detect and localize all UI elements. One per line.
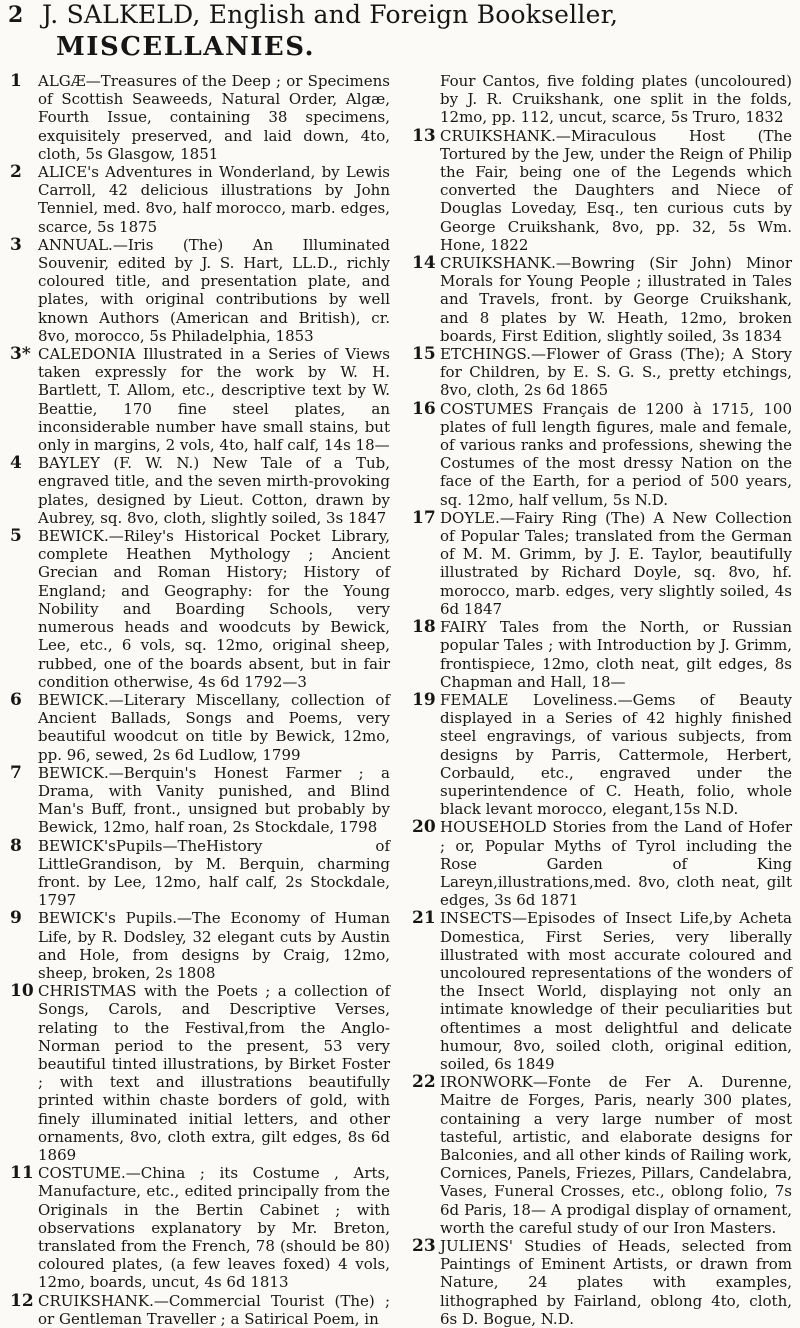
entry-text: CRUIKSHANK.—Commercial Tourist (The) ; or Gentleman Traveller ; a Satirical Poem, in	[38, 1291, 390, 1328]
entry-number: 4	[10, 453, 22, 474]
entry-text: CRUIKSHANK.—Miraculous Host (The Tortured by the Jew, under the Reign of Philip the Fair, being one of the Legends which converted the Daughters and Niece of Douglas Loveday, Esq., ten curious cuts by George Cruikshank, 8vo, pp. 32, 5s Wm. Hone, 1822	[440, 126, 792, 254]
catalogue-entry	[10, 527, 390, 691]
entry-number: 19	[412, 689, 436, 710]
entry-number: 12	[10, 1290, 34, 1311]
catalogue-entry	[10, 454, 390, 527]
entry-number: 8	[10, 835, 22, 856]
entry-text: FEMALE Loveliness.—Gems of Beauty displayed in a Series of 42 highly finished steel engravings, of various subjects, from designs by Parris, Cattermole, Herbert, Corbauld, etc., engraved under the superintendence of C. Heath, folio, whole black levant morocco, elegant,15s N.D.	[440, 690, 792, 819]
catalogue-entry	[412, 254, 792, 345]
entry-number: 13	[412, 125, 436, 146]
catalogue-entry	[412, 345, 792, 400]
entry-text: CRUIKSHANK.—Bowring (Sir John) Minor Morals for Young People ; illustrated in Tales and Travels, front. by George Cruikshank, and 8 plates by W. Heath, 12mo, broken boards, First Edition, slightly soiled, 3s 1834	[440, 254, 792, 345]
catalogue-entry	[10, 909, 390, 982]
entry-text: DOYLE.—Fairy Ring (The) A New Collection of Popular Tales; translated from the German of M. M. Grimm, by J. E. Taylor, beautifully illustrated by Richard Doyle, sq. 8vo, hf. morocco, marb. edges, very slightly soiled, 4s 6d 1847	[440, 508, 792, 618]
catalogue-entry	[412, 691, 792, 818]
entry-text: BAYLEY (F. W. N.) New Tale of a Tub, engraved title, and the seven mirth-provoking plates, designed by Lieut. Cotton, drawn by Aubrey, sq. 8vo, cloth, slightly soiled, 3s 1847	[38, 454, 390, 527]
entry-number: 15	[412, 344, 436, 365]
entry-number: 14	[412, 253, 436, 274]
entry-number: 5	[10, 526, 22, 547]
entry-text: ALICE's Adventures in Wonderland, by Lewis Carroll, 42 delicious illustrations by John Tenniel, med. 8vo, half morocco, marb. edges, scarce, 5s 1875	[38, 163, 390, 236]
entry-text: BEWICK.—Berquin's Honest Farmer ; a Drama, with Vanity punished, and Blind Man's Buff, front., unsigned but probably by Bewick, 12mo, half roan, 2s Stockdale, 1798	[38, 763, 390, 837]
catalogue-entry	[10, 982, 390, 1164]
catalogue-entry	[412, 400, 792, 509]
entry-number: 6	[10, 689, 22, 710]
entry-text: Four Cantos, five folding plates (uncoloured) by J. R. Cruikshank, one split in the folds, 12mo, pp. 112, uncut, scarce, 5s Truro, 1832	[440, 72, 792, 127]
entry-number: 10	[10, 981, 34, 1002]
entry-text: IRONWORK—Fonte de Fer A. Durenne, Maitre de Forges, Paris, nearly 300 plates, containing a very large number of most tasteful, artistic, and elaborate designs for Balconies, and all other kinds of Railing work, Cornices, Panels, Friezes, Pillars, Candelabra, Vases, Funeral Crosses, etc., oblong folio, 7s 6d Paris, 18— A prodigal display of ornament, worth the careful study of our Iron Masters.	[440, 1073, 792, 1237]
entry-number: 3	[10, 234, 22, 255]
entry-number: 16	[412, 398, 436, 419]
entry-text: ALGÆ—Treasures of the Deep ; or Specimens of Scottish Seaweeds, Natural Order, Algæ, Fourth Issue, containing 38 specimens, exquisitely preserved, and laid down, 4to, cloth, 5s Glasgow, 1851	[38, 72, 390, 163]
entry-number: 2	[10, 162, 22, 183]
entry-number: 18	[412, 617, 436, 638]
right-column	[412, 72, 792, 1328]
entry-text: ETCHINGS.—Flower of Grass (The); A Story for Children, by E. S. G. S., pretty etchings, 8vo, cloth, 2s 6d 1865	[440, 345, 792, 400]
catalogue-entry	[412, 509, 792, 618]
entry-number: 1	[10, 71, 22, 91]
running-head: J. SALKELD, English and Foreign Bookseller,	[42, 0, 619, 29]
catalogue-entry	[412, 1073, 792, 1237]
page-header	[0, 0, 800, 62]
entry-text: COSTUMES Français de 1200 à 1715, 100 plates of full length figures, male and female, of various ranks and professions, shewing the Costumes of the most dressy Nation on the face of the Earth, for a period of 500 years, sq. 12mo, half vellum, 5s N.D.	[440, 399, 792, 509]
entry-text: COSTUME.—China ; its Costume , Arts, Manufacture, etc., edited principally from the Originals in the Bertin Cabinet ; with observations explanatory by Mr. Breton, translated from the French, 78 (should be 80) coloured plates, (a few leaves foxed) 4 vols, 12mo, boards, uncut, 4s 6d 1813	[38, 1164, 390, 1292]
catalogue-entry	[412, 127, 792, 254]
entry-text: FAIRY Tales from the North, or Russian popular Tales ; with Introduction by J. Grimm, frontispiece, 12mo, cloth neat, gilt edges, 8s Chapman and Hall, 18—	[440, 618, 792, 691]
section-title: MISCELLANIES.	[56, 32, 316, 62]
catalogue-entry	[10, 837, 390, 910]
catalogue-entry	[10, 764, 390, 837]
entry-number: 11	[10, 1163, 34, 1184]
entry-text: ANNUAL.—Iris (The) An Illuminated Souvenir, edited by J. S. Hart, LL.D., richly coloured title, and presentation plate, and plates, with original contributions by well known Authors (American and British), cr. 8vo, morocco, 5s Philadelphia, 1853	[38, 235, 390, 345]
catalogue-entry	[412, 909, 792, 1073]
catalogue-entry	[10, 1164, 390, 1291]
entry-text: HOUSEHOLD Stories from the Land of Hofer ; or, Popular Myths of Tyrol including the Rose Garden of King Lareyn,illustrations,med. 8vo, cloth neat, gilt edges, 3s 6d 1871	[440, 818, 792, 910]
entry-number: 3*	[10, 344, 31, 365]
entry-text: JULIENS' Studies of Heads, selected from Paintings of Eminent Artists, or drawn from Nature, 24 plates with examples, lithographed by Fairland, oblong 4to, cloth, 6s D. Bogue, N.D.	[440, 1237, 792, 1328]
catalogue-entry	[10, 691, 390, 764]
entry-number: 23	[412, 1236, 436, 1256]
catalogue-entry	[10, 163, 390, 236]
catalogue-entry	[10, 345, 390, 454]
entry-text: BEWICK.—Riley's Historical Pocket Library, complete Heathen Mythology ; Ancient Grecian and Roman History; History of England; and Geography: for the Young Nobility and Boarding Schools, very numerous heads and woodcuts by Bewick, Lee, etc., 6 vols, sq. 12mo, original sheep, rubbed, one of the boards absent, but in fair condition otherwise, 4s 6d 1792—3	[38, 527, 390, 691]
entry-number: 7	[10, 762, 22, 783]
entry-number: 22	[412, 1072, 436, 1093]
page-number: 2	[8, 2, 24, 28]
entry-text: BEWICK's Pupils.—The Economy of Human Life, by R. Dodsley, 32 elegant cuts by Austin and Hole, from designs by Craig, 12mo, sheep, broken, 2s 1808	[38, 909, 390, 982]
entry-number: 20	[412, 817, 436, 838]
catalogue-entry	[10, 1292, 390, 1328]
entry-number: 9	[10, 908, 22, 929]
entry-number: 21	[412, 908, 436, 929]
catalogue-entry	[412, 618, 792, 691]
entry-number: 17	[412, 507, 436, 528]
entry-text: CHRISTMAS with the Poets ; a collection of Songs, Carols, and Descriptive Verses, relating to the Festival,from the Anglo-Norman period to the present, 53 very beautiful tinted illustrations, by Birket Foster ; with text and illustrations beautifully printed within chaste borders of gold, with finely illuminated initial letters, and other ornaments, 8vo, cloth extra, gilt edges, 8s 6d 1869	[38, 982, 390, 1164]
left-column	[10, 71, 390, 1328]
catalogue-entry	[412, 1237, 792, 1328]
catalogue-entry	[10, 72, 390, 163]
entry-text: BEWICK'sPupils—TheHistory of LittleGrandison, by M. Berquin, charming front. by Lee, 12mo, half calf, 2s Stockdale, 1797	[38, 836, 390, 910]
catalogue-entry	[412, 818, 792, 909]
entry-text: BEWICK.—Literary Miscellany, collection of Ancient Ballads, Songs and Poems, very beautiful woodcut on title by Bewick, 12mo, pp. 96, sewed, 2s 6d Ludlow, 1799	[38, 690, 390, 764]
entry-text: INSECTS—Episodes of Insect Life,by Acheta Domestica, First Series, very liberally illustrated with most accurate coloured and uncoloured representations of the wonders of the Insect World, displaying not only an intimate knowledge of their peculiarities but oftentimes a most delightful and delicate humour, 8vo, soiled cloth, original edition, soiled, 6s 1849	[440, 909, 792, 1073]
catalogue-entry	[10, 236, 390, 345]
catalogue-entry	[412, 72, 792, 127]
entry-text: CALEDONIA Illustrated in a Series of Views taken expressly for the work by W. H. Bartlett, T. Allom, etc., descriptive text by W. Beattie, 170 fine steel plates, an inconsiderable number have small stains, but only in margins, 2 vols, 4to, half calf, 14s 18—	[38, 345, 390, 455]
